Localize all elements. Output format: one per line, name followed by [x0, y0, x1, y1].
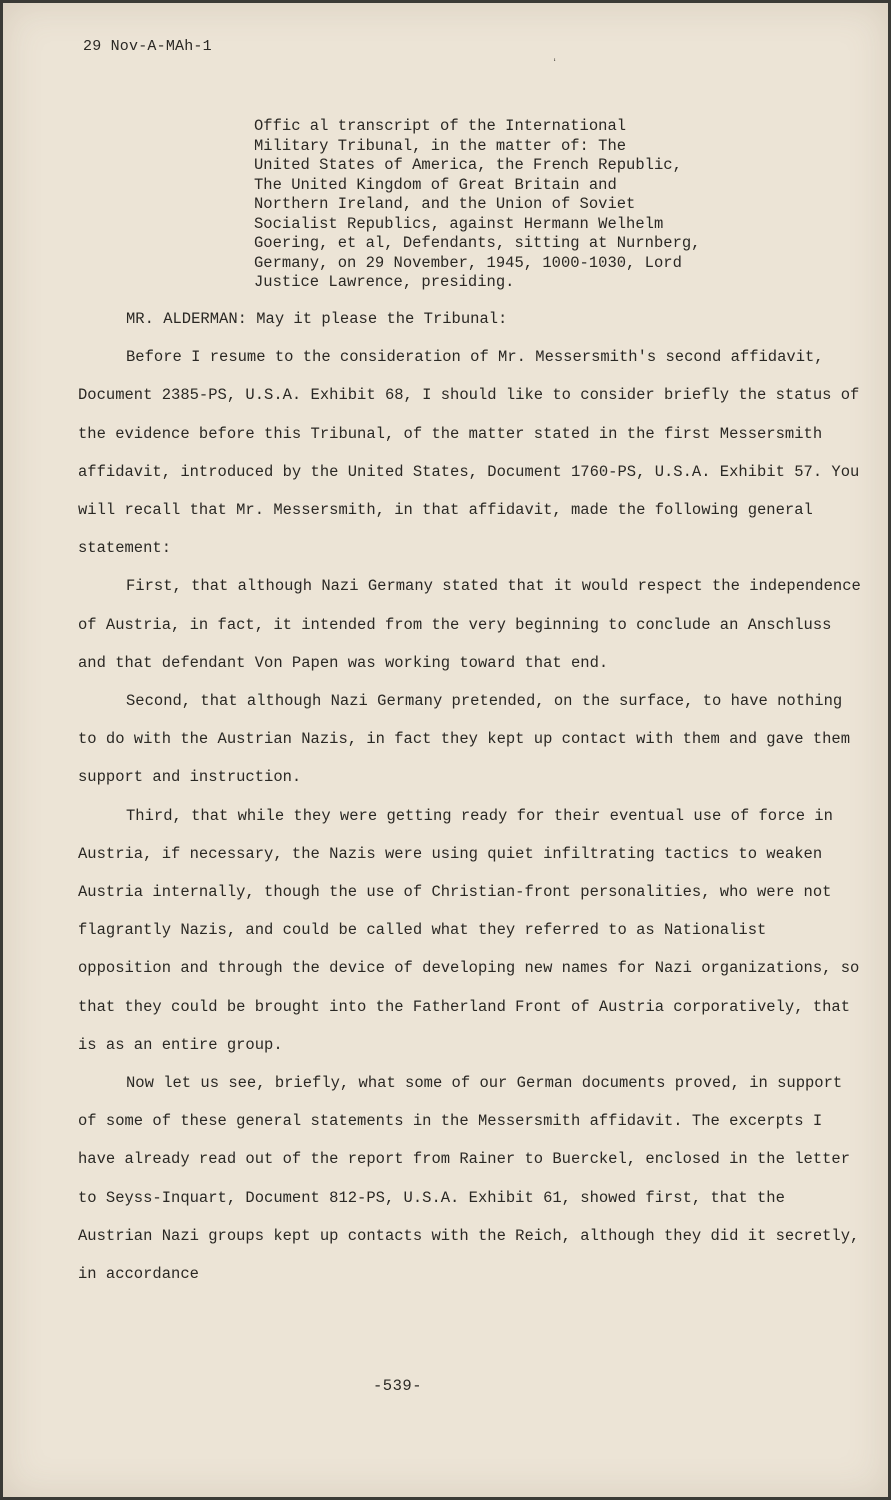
page-number: -539-: [373, 1377, 423, 1395]
heading-line: Socialist Republics, against Hermann Welhelm: [254, 214, 664, 233]
transcript-heading: [254, 117, 814, 293]
heading-line: Justice Lawrence, presiding.: [254, 273, 515, 291]
heading-line: Goering, et al, Defendants, sitting at Nurnberg,: [254, 234, 701, 252]
heading-line: Offic al transcript of the International: [254, 117, 627, 135]
body-paragraph: Second, that although Nazi Germany pretended, on the surface, to have nothing to do with the Austrian Nazis, in fact they kept up contact with them and gave them support and instruction.: [78, 692, 851, 787]
transcript-body: [78, 300, 868, 1293]
heading-line: United States of America, the French Republic,: [254, 156, 682, 174]
body-paragraph: Before I resume to the consideration of Mr. Messersmith's second affidavit, Document 2385-PS, U.S.A. Exhibit 68, I should like to consider briefly the status of the evidence before this Tribunal, of the matter stated in the first Messersmith affidavit, introduced by the United States, Document 1760-PS, U.S.A. Exhibit 57. You will recall that Mr. Messersmith, in that affidavit, made the following general statement:: [78, 348, 860, 558]
speaker-line: MR. ALDERMAN: May it please the Tribunal:: [126, 310, 508, 328]
heading-line: The United Kingdom of Great Britain and: [254, 175, 617, 194]
document-page: [3, 3, 888, 1497]
paper-mark-icon: ʻ: [551, 57, 559, 71]
heading-line: Northern Ireland, and the Union of Soviet: [254, 195, 636, 213]
heading-line: Military Tribunal, in the matter of: The: [254, 136, 627, 155]
body-paragraph: First, that although Nazi Germany stated that it would respect the independence of Austria, in fact, it intended from the very beginning to conclude an Anschluss and that defendant Von Papen was working toward that end.: [78, 577, 861, 672]
body-paragraph: Now let us see, briefly, what some of our German documents proved, in support of some of these general statements in the Messersmith affidavit. The excerpts I have already read out of the report from Rainer to Buerckel, enclosed in the letter to Seyss-Inquart, Document 812-PS, U.S.A. Exhibit 61, showed first, that the Austrian Nazi groups kept up contacts with the Reich, although they did it secretly, in accordance: [78, 1074, 860, 1284]
body-paragraph: Third, that while they were getting ready for their eventual use of force in Austria, if necessary, the Nazis were using quiet infiltrating tactics to weaken Austria internally, though the use of Christian-front personalities, who were not flagrantly Nazis, and could be called what they referred to as Nationalist opposition and through the device of developing new names for Nazi organizations, so that they could be brought into the Fatherland Front of Austria corporatively, that is as an entire group.: [78, 806, 860, 1054]
heading-line: Germany, on 29 November, 1945, 1000-1030, Lord: [254, 253, 682, 272]
page-reference: 29 Nov-A-MAh-1: [83, 38, 212, 55]
